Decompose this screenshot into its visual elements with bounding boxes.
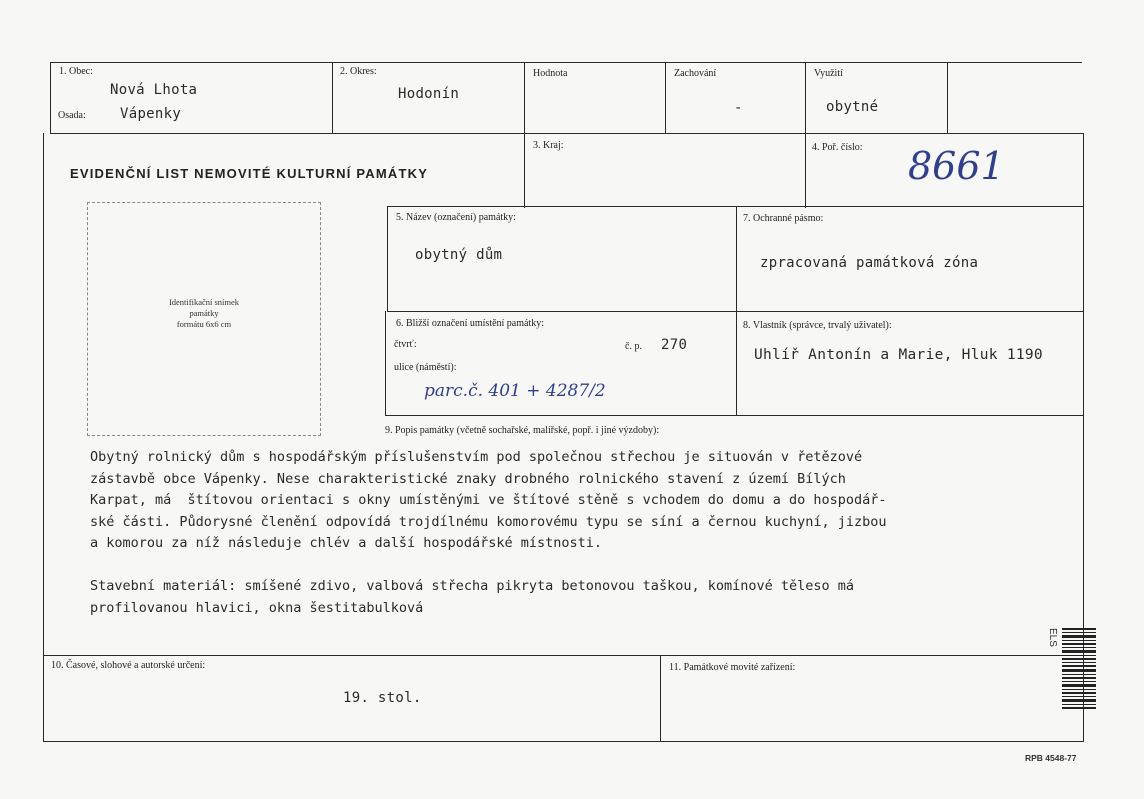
popis-material: Stavební materiál: smíšené zdivo, valbová střecha pikryta betonovou taškou, komínové těleso má profilovanou hlavici, okna šestitabulková xyxy=(90,578,855,616)
obec-label: 1. Obec: xyxy=(59,66,93,77)
divider xyxy=(805,62,806,208)
pasmo-label: 7. Ochranné pásmo: xyxy=(743,213,824,224)
row1-bottom-border xyxy=(50,133,1084,134)
divider xyxy=(385,415,1083,416)
top-border xyxy=(50,62,1082,63)
divider xyxy=(387,311,1083,312)
zarizeni-label: 11. Památkové movité zařízení: xyxy=(669,662,796,673)
cp-value: 270 xyxy=(661,337,688,353)
nazev-value: obytný dům xyxy=(415,247,503,263)
vyuziti-value: obytné xyxy=(826,99,879,115)
bottom-border xyxy=(43,741,1084,742)
vyuziti-label: Využití xyxy=(814,68,843,79)
popis-text: Obytný rolnický dům s hospodářským příslušenstvím pod společnou střechou je situován v řetězové zástavbě obce Vápenky. Nese charakteristické znaky drobného rolnického stavení z území Bílých Karpat, má štítovou orientaci s okny umístěnými ve štítové stěně s vchodem do domu a do hospodář- ské části. Půdorysné členění odpovídá trojdílnému komorovému typu se síní a černou kuchyní, jizbou a komorou za níž následuje chlév a další hospodářské místnosti. xyxy=(90,449,887,551)
left-border-top xyxy=(50,62,51,134)
photo-caption-1: Identifikační snímek xyxy=(168,297,240,307)
pasmo-value: zpracovaná památková zóna xyxy=(760,255,979,271)
divider xyxy=(947,62,948,134)
vlastnik-value: Uhlíř Antonín a Marie, Hluk 1190 xyxy=(754,347,1043,363)
ulice-label: ulice (náměstí): xyxy=(394,362,457,373)
urceni-label: 10. Časové, slohové a autorské určení: xyxy=(51,660,206,671)
popis-label: 9. Popis památky (včetně sochařské, malířské, popř. i jiné výzdoby): xyxy=(385,425,660,436)
divider xyxy=(665,62,666,134)
nazev-label: 5. Název (označení) památky: xyxy=(396,212,516,223)
divider xyxy=(660,655,661,741)
kraj-label: 3. Kraj: xyxy=(533,140,564,151)
divider xyxy=(385,311,386,416)
barcode-icon xyxy=(1062,628,1096,712)
divider xyxy=(332,62,333,134)
zachovani-value: - xyxy=(734,100,743,116)
cp-label: č. p. xyxy=(625,341,642,352)
form-title: EVIDENČNÍ LIST NEMOVITÉ KULTURNÍ PAMÁTKY xyxy=(70,166,429,181)
photo-caption-2: památky xyxy=(189,308,219,318)
osada-value: Vápenky xyxy=(120,106,182,122)
umisteni-label: 6. Bližší označení umístění památky: xyxy=(396,318,545,329)
hodnota-label: Hodnota xyxy=(533,68,568,79)
ctvrt-label: čtvrť: xyxy=(394,339,417,350)
divider xyxy=(387,206,388,311)
zachovani-label: Zachování xyxy=(674,68,717,79)
photo-caption-3: formátu 6x6 cm xyxy=(176,319,232,329)
left-border xyxy=(43,133,44,741)
divider xyxy=(524,62,525,208)
osada-label: Osada: xyxy=(58,110,86,121)
photo-placeholder xyxy=(87,202,321,436)
okres-label: 2. Okres: xyxy=(340,66,377,77)
divider xyxy=(387,206,1083,207)
vlastnik-label: 8. Vlastník (správce, trvalý uživatel): xyxy=(743,320,892,331)
obec-value: Nová Lhota xyxy=(110,82,198,98)
barcode-label: ELS xyxy=(1047,628,1058,647)
okres-value: Hodonín xyxy=(398,86,460,102)
por-cislo-value: 8661 xyxy=(908,144,1005,188)
divider xyxy=(43,655,1084,656)
por-cislo-label: 4. Poř. číslo: xyxy=(812,142,863,153)
form-code: RPB 4548-77 xyxy=(1025,753,1077,763)
urceni-value: 19. stol. xyxy=(343,690,422,706)
parcela-value: parc.č. 401 + 4287/2 xyxy=(424,381,606,401)
